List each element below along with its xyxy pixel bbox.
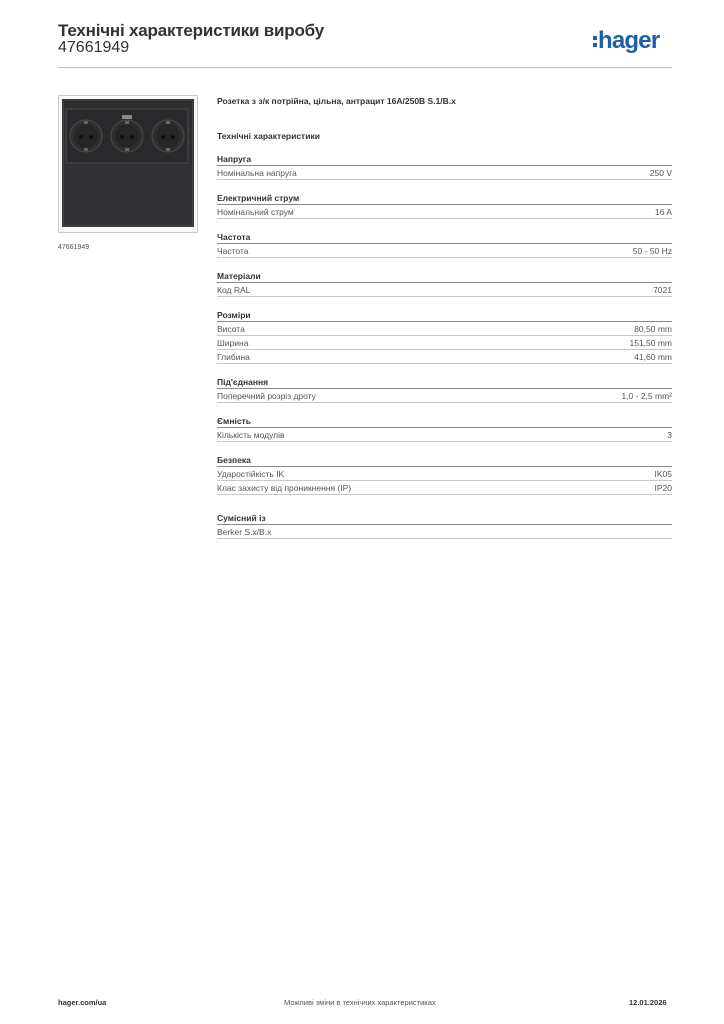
spec-value: 41,60 mm bbox=[634, 351, 672, 362]
spec-value: 250 V bbox=[649, 167, 672, 178]
spec-value: 1,0 - 2,5 mm² bbox=[621, 390, 672, 401]
product-number: 47661949 bbox=[58, 39, 130, 56]
spec-group-title: Ємність bbox=[217, 416, 251, 426]
spec-label: Кількість модулів bbox=[217, 429, 285, 440]
spec-row bbox=[217, 336, 672, 350]
compatibility-title: Сумісний із bbox=[217, 513, 266, 523]
spec-label: Клас захисту від проникнення (IP) bbox=[217, 482, 352, 493]
spec-groups bbox=[217, 154, 672, 495]
spec-row bbox=[217, 481, 672, 495]
compatibility-list bbox=[217, 525, 672, 539]
spec-row bbox=[217, 428, 672, 442]
spec-group-title: Розміри bbox=[217, 310, 251, 320]
footer-note: Можливі зміни в технічних характеристиках bbox=[284, 998, 436, 1007]
spec-group bbox=[217, 310, 672, 364]
spec-label: Глибина bbox=[217, 351, 250, 362]
spec-group bbox=[217, 154, 672, 180]
spec-label: Код RAL bbox=[217, 284, 251, 295]
page-title: Технічні характеристики виробу bbox=[58, 21, 324, 40]
logo-text: hager bbox=[598, 27, 660, 54]
spec-value: 151,50 mm bbox=[629, 337, 672, 348]
spec-row bbox=[217, 166, 672, 180]
spec-label: Номінальний струм bbox=[217, 206, 294, 217]
spec-row bbox=[217, 244, 672, 258]
spec-group bbox=[217, 377, 672, 403]
hager-logo bbox=[593, 27, 659, 55]
spec-value: 16 A bbox=[654, 206, 672, 217]
socket-3 bbox=[152, 120, 184, 152]
logo-colon-icon bbox=[593, 36, 597, 47]
spec-row bbox=[217, 205, 672, 219]
spec-row bbox=[217, 467, 672, 481]
spec-value: IP20 bbox=[654, 482, 672, 493]
product-name: Розетка з з/к потрійна, цільна, антрацит 16А/250В S.1/B.x bbox=[217, 96, 456, 106]
spec-label: Номінальна напруга bbox=[217, 167, 297, 178]
product-image bbox=[58, 95, 198, 233]
spec-value: 80,50 mm bbox=[634, 323, 672, 334]
spec-label: Ударостійкість IK bbox=[217, 468, 285, 479]
spec-group bbox=[217, 416, 672, 442]
spec-value: 3 bbox=[667, 429, 672, 440]
spec-row bbox=[217, 322, 672, 336]
spec-row bbox=[217, 350, 672, 364]
spec-row bbox=[217, 283, 672, 297]
spec-label: Ширина bbox=[217, 337, 249, 348]
spec-group-title: Електричний струм bbox=[217, 193, 300, 203]
footer-website: hager.com/ua bbox=[58, 998, 107, 1007]
spec-label: Частота bbox=[217, 245, 249, 256]
spec-value: 7021 bbox=[653, 284, 672, 295]
spec-content bbox=[217, 96, 672, 539]
spec-group-title: Частота bbox=[217, 232, 251, 242]
spec-label: Висота bbox=[217, 323, 245, 334]
spec-value: 50 - 50 Hz bbox=[632, 245, 672, 256]
spec-group-title: Під'єднання bbox=[217, 377, 269, 387]
spec-group bbox=[217, 193, 672, 219]
spec-label: Поперечний розріз дроту bbox=[217, 390, 316, 401]
compatibility-section bbox=[217, 513, 672, 539]
spec-value: IK05 bbox=[654, 468, 672, 479]
socket-1 bbox=[70, 120, 102, 152]
spec-group-title: Безпека bbox=[217, 455, 251, 465]
spec-group bbox=[217, 271, 672, 297]
product-image-caption: 47661949 bbox=[58, 244, 90, 251]
compatibility-item bbox=[217, 525, 672, 539]
spec-heading: Технічні характеристики bbox=[217, 131, 320, 141]
triple-socket-icon bbox=[62, 99, 194, 227]
spec-row bbox=[217, 389, 672, 403]
spec-group bbox=[217, 232, 672, 258]
header-divider bbox=[58, 67, 672, 68]
spec-group-title: Матеріали bbox=[217, 271, 261, 281]
footer-date: 12.01.2026 bbox=[629, 998, 667, 1007]
compatibility-label: Berker S.x/B.x bbox=[217, 526, 272, 537]
spec-group bbox=[217, 455, 672, 495]
spec-group-title: Напруга bbox=[217, 154, 252, 164]
